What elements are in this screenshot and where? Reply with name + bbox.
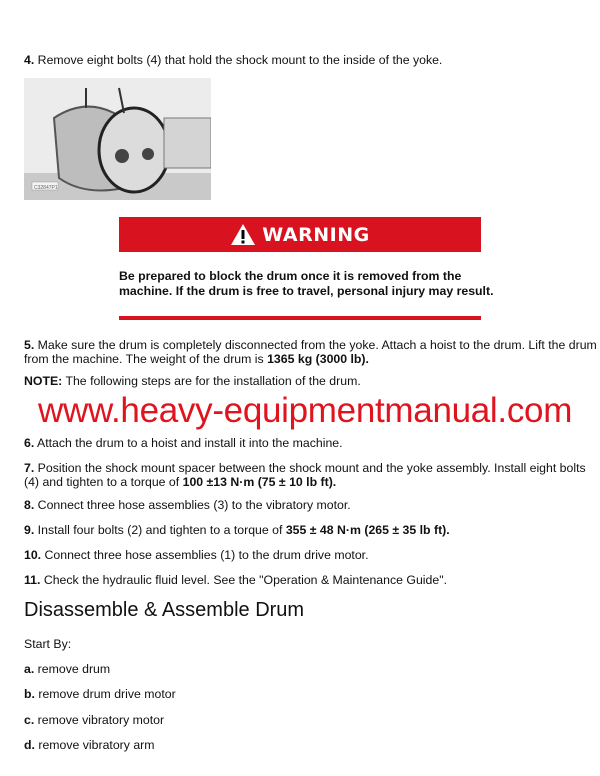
- step-8: 8. Connect three hose assemblies (3) to the vibratory motor.: [24, 498, 351, 512]
- step-9: 9. Install four bolts (2) and tighten to a torque of 355 ± 48 N·m (265 ± 35 lb ft).: [24, 523, 450, 537]
- step-4: 4. Remove eight bolts (4) that hold the shock mount to the inside of the yoke.: [24, 53, 443, 67]
- list-item: d. remove vibratory arm: [24, 738, 155, 752]
- watermark: www.heavy-equipmentmanual.com: [38, 391, 573, 430]
- step-10: 10. Connect three hose assemblies (1) to the drum drive motor.: [24, 548, 369, 562]
- photo-caption: C32847P1: [34, 185, 58, 191]
- step-7: 7. Position the shock mount spacer between the shock mount and the yoke assembly. Install eight bolts (4) and tighten to a torque of 100 ±13 N·m (75 ± 10 lb ft).: [24, 461, 586, 489]
- warning-banner: [119, 217, 481, 252]
- step-6: 6. Attach the drum to a hoist and install it into the machine.: [24, 436, 343, 450]
- drum-photo: [24, 78, 211, 200]
- step-5: 5. Make sure the drum is completely disconnected from the yoke. Attach a hoist to the drum. Lift the drum from the machine. The weight of the drum is 1365 kg (3000 lb).: [24, 338, 597, 366]
- warning-divider: [119, 316, 481, 320]
- list-item: b. remove drum drive motor: [24, 687, 176, 701]
- warning-triangle-icon: [230, 223, 256, 246]
- note: NOTE: The following steps are for the installation of the drum.: [24, 374, 361, 388]
- start-by: Start By:: [24, 637, 72, 651]
- section-heading: Disassemble & Assemble Drum: [24, 599, 305, 621]
- warning-label: WARNING: [262, 223, 370, 246]
- list-item: c. remove vibratory motor: [24, 713, 165, 727]
- list-item: a. remove drum: [24, 662, 111, 676]
- step-11: 11. Check the hydraulic fluid level. See the "Operation & Maintenance Guide".: [24, 573, 447, 587]
- warning-text: Be prepared to block the drum once it is removed from the machine. If the drum is free to travel, personal injury may result.: [119, 269, 494, 298]
